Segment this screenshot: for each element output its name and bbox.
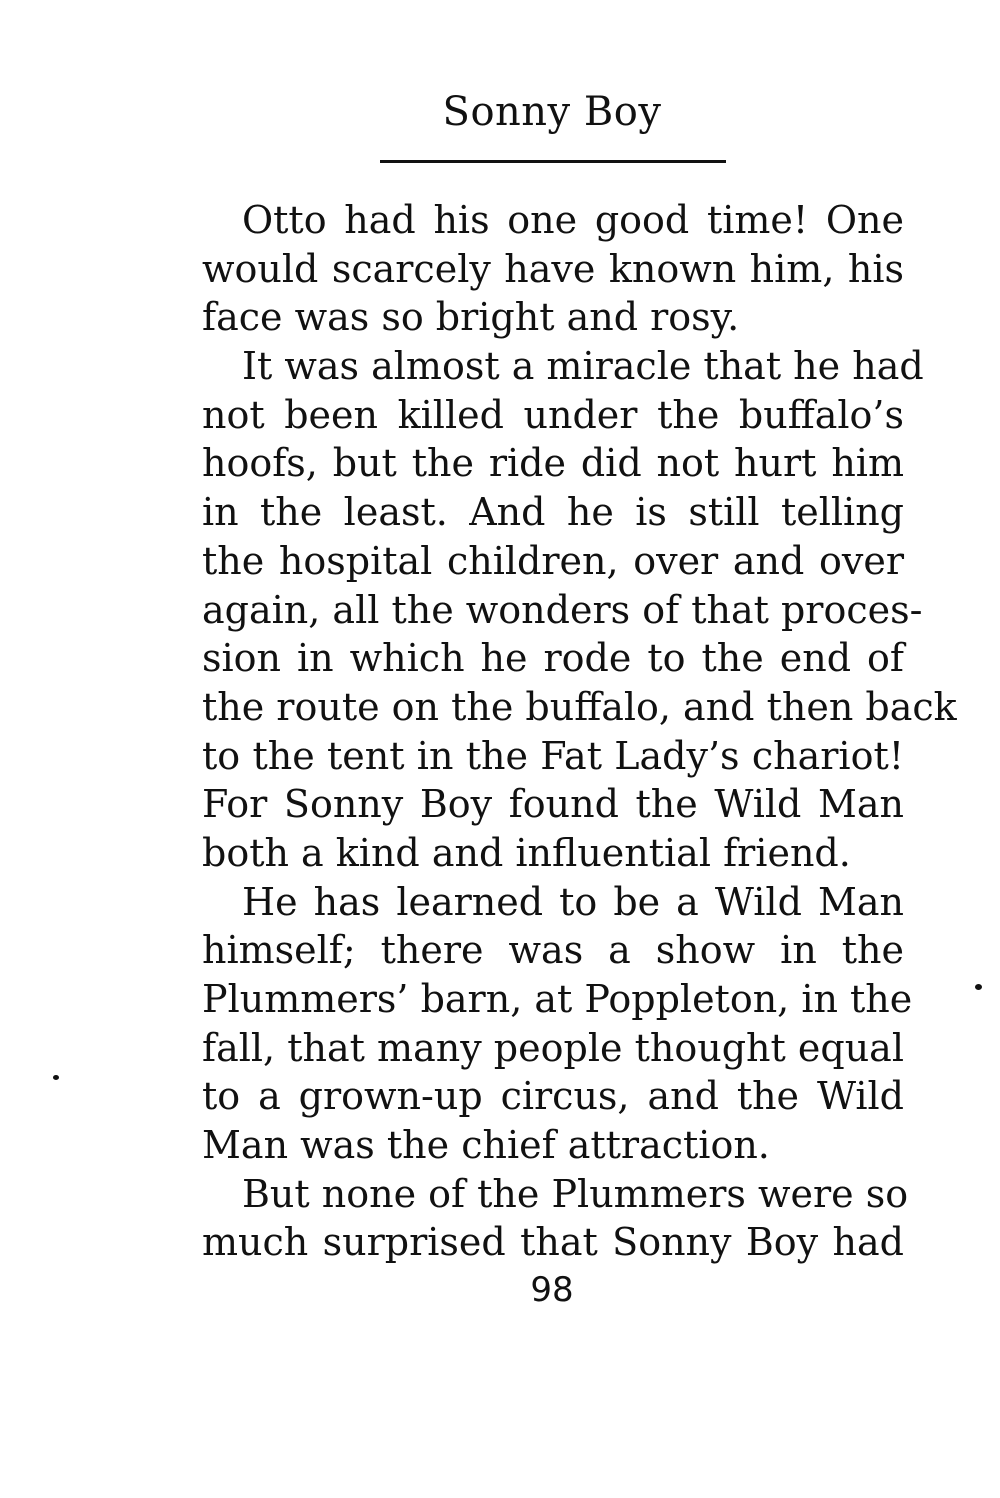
- text-line: both a kind and influential friend.: [202, 830, 851, 875]
- text-line: to a grown-up circus, and the Wild: [202, 1074, 904, 1119]
- ink-speck: [53, 1075, 59, 1080]
- text-line: to the tent in the Fat Lady’s chariot!: [202, 733, 904, 778]
- header-rule: [380, 160, 726, 163]
- text-line: himself; there was a show in the: [202, 928, 904, 973]
- text-line: not been killed under the buffalo’s: [202, 392, 904, 437]
- text-line: Otto had his one good time! One: [242, 198, 904, 242]
- text-line: much surprised that Sonny Boy had: [202, 1220, 904, 1265]
- text-line: face was so bright and rosy.: [202, 295, 740, 340]
- running-head-title: Sonny Boy: [442, 89, 662, 135]
- text-line: Plummers’ barn, at Poppleton, in the: [202, 977, 913, 1021]
- text-line: fall, that many people thought equal: [202, 1025, 904, 1070]
- text-line: the hospital children, over and over: [202, 538, 904, 583]
- ink-speck: [975, 984, 982, 990]
- text-line: Man was the chief attraction.: [202, 1123, 770, 1168]
- text-line: For Sonny Boy found the Wild Man: [202, 782, 904, 827]
- text-line: would scarcely have known him, his: [202, 246, 904, 291]
- page-number: 98: [530, 1270, 574, 1310]
- text-line: in the least. And he is still telling: [202, 490, 904, 535]
- text-line: sion in which he rode to the end of: [202, 636, 904, 681]
- text-line: He has learned to be a Wild Man: [242, 879, 904, 924]
- text-line: But none of the Plummers were so: [242, 1171, 909, 1216]
- text-line: It was almost a miracle that he had: [242, 344, 924, 389]
- text-line: again, all the wonders of that proces-: [202, 587, 923, 632]
- text-line: hoofs, but the ride did not hurt him: [202, 441, 904, 486]
- body-text: [202, 196, 957, 1267]
- text-line: the route on the buffalo, and then back: [202, 684, 957, 729]
